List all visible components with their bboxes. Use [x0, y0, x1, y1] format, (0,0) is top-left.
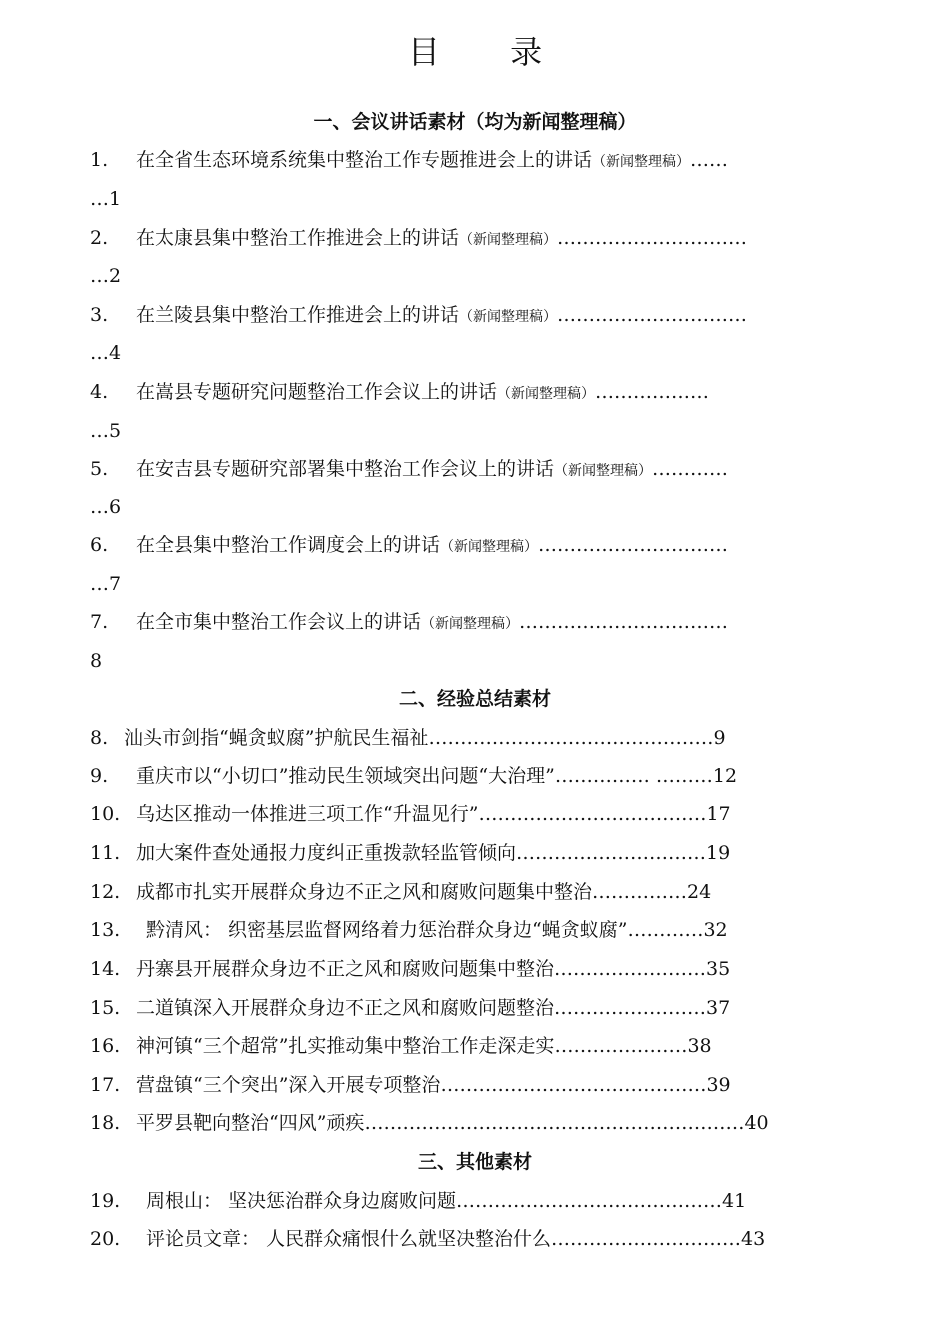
dot-leader: …… — [690, 149, 729, 171]
entry-number: 19. — [90, 1190, 121, 1212]
entry-title: 评论员文章： 人民群众痛恨什么就坚决整治什么 — [146, 1228, 552, 1250]
page-number: 37 — [706, 997, 731, 1019]
page-number: 39 — [706, 1074, 731, 1096]
entry-title: 在全县集中整治工作调度会上的讲话 — [136, 534, 441, 556]
entry-title: 在全省生态环境系统集中整治工作专题推进会上的讲话 — [136, 149, 593, 171]
page-number: 12 — [712, 765, 738, 787]
entry-title: 营盘镇“三个突出”深入开展专项整治 — [136, 1074, 441, 1096]
dot-leader: ………………………… — [557, 304, 748, 326]
entry-title: 汕头市剑指“蝇贪蚁腐”护航民生福祉 — [124, 727, 429, 749]
toc-entry-4-page: …5 — [90, 420, 122, 442]
page-number: 40 — [744, 1112, 769, 1134]
toc-entry-3[interactable] — [90, 302, 870, 330]
entry-number: 18. — [90, 1112, 121, 1134]
toc-entry-9[interactable] — [90, 763, 870, 789]
dot-leader: ………………………… — [516, 842, 707, 864]
dot-leader: …………………………… — [519, 611, 729, 633]
dot-leader: ……………………………………… — [428, 727, 714, 749]
entry-title: 平罗县靶向整治“四风”顽疾 — [136, 1112, 365, 1134]
entry-note: （新闻整理稿） — [592, 154, 691, 170]
entry-title: 丹寨县开展群众身边不正之风和腐败问题集中整治 — [136, 958, 555, 980]
entry-number: 14. — [90, 958, 121, 980]
dot-leader: ………………………… — [538, 534, 729, 556]
page-number: 32 — [703, 919, 728, 941]
entry-note: （新闻整理稿） — [459, 232, 558, 248]
section-heading-3: 三、其他素材 — [417, 1151, 532, 1173]
toc-entry-5[interactable] — [90, 456, 870, 484]
entry-note: （新闻整理稿） — [554, 463, 653, 479]
toc-entry-6[interactable] — [90, 532, 870, 560]
toc-entry-16[interactable] — [90, 1033, 870, 1059]
entry-number: 10. — [90, 803, 121, 825]
toc-entry-1[interactable] — [90, 147, 870, 175]
entry-number: 11. — [90, 842, 121, 864]
toc-entry-10[interactable] — [90, 801, 870, 827]
entry-title: 在全市集中整治工作会议上的讲话 — [136, 611, 422, 633]
section-heading-2: 二、经验总结素材 — [398, 688, 551, 710]
entry-note: （新闻整理稿） — [497, 386, 596, 402]
toc-entry-5-page: …6 — [90, 496, 122, 518]
toc-entry-4[interactable] — [90, 379, 870, 407]
entry-number: 1. — [90, 149, 109, 171]
entry-title: 成都市扎实开展群众身边不正之风和腐败问题集中整治 — [136, 881, 593, 903]
dot-leader: ………… — [627, 919, 704, 941]
dot-leader: …………………… — [554, 958, 707, 980]
page-number: 17 — [706, 803, 731, 825]
dot-leader: ………………………… — [557, 227, 748, 249]
entry-title: 黔清风： 织密基层监督网络着力惩治群众身边“蝇贪蚁腐” — [146, 919, 628, 941]
toc-entry-20[interactable] — [90, 1226, 870, 1252]
entry-title: 在太康县集中整治工作推进会上的讲话 — [136, 227, 460, 249]
entry-number: 6. — [90, 534, 109, 556]
dot-leader: …………………………………………………… — [364, 1112, 745, 1134]
entry-number: 7. — [90, 611, 109, 633]
toc-entry-8[interactable] — [90, 725, 870, 751]
dot-leader: …………………………………… — [456, 1190, 723, 1212]
entry-number: 20. — [90, 1228, 121, 1250]
entry-number: 9. — [90, 765, 109, 787]
section-heading-1: 一、会议讲话素材（均为新闻整理稿） — [313, 111, 637, 133]
page-number: 43 — [741, 1228, 766, 1250]
entry-title: 重庆市以“小切口”推动民生领域突出问题“大治理” — [136, 765, 555, 787]
entry-title: 在安吉县专题研究部署集中整治工作会议上的讲话 — [136, 458, 555, 480]
entry-note: （新闻整理稿） — [421, 616, 520, 632]
dot-leader: ………… — [652, 458, 729, 480]
entry-title: 神河镇“三个超常”扎实推动集中整治工作走深走实 — [136, 1035, 555, 1057]
page-number: 24 — [687, 881, 712, 903]
toc-entry-2-page: …2 — [90, 265, 122, 287]
toc-entry-11[interactable] — [90, 840, 870, 866]
dot-leader: …………………………………… — [440, 1074, 707, 1096]
entry-number: 4. — [90, 381, 109, 403]
entry-number: 12. — [90, 881, 121, 903]
dot-leader: …………… ……… — [554, 765, 713, 787]
dot-leader: ………………… — [554, 1035, 688, 1057]
toc-entry-7-page: 8 — [90, 650, 103, 672]
page-number: 41 — [722, 1190, 747, 1212]
entry-note: （新闻整理稿） — [440, 539, 539, 555]
toc-entry-7[interactable] — [90, 609, 870, 637]
dot-leader: ………………………… — [551, 1228, 742, 1250]
toc-entry-17[interactable] — [90, 1072, 870, 1098]
entry-number: 2. — [90, 227, 109, 249]
toc-entry-1-page: …1 — [90, 188, 122, 210]
entry-number: 16. — [90, 1035, 121, 1057]
entry-title: 加大案件查处通报力度纠正重拨款轻监管倾向 — [136, 842, 517, 864]
page-title: 目 录 — [407, 33, 573, 71]
toc-entry-18[interactable] — [90, 1110, 870, 1136]
entry-title: 在嵩县专题研究问题整治工作会议上的讲话 — [136, 381, 498, 403]
entry-title: 二道镇深入开展群众身边不正之风和腐败问题整治 — [136, 997, 555, 1019]
page-number: 38 — [687, 1035, 712, 1057]
toc-entry-12[interactable] — [90, 879, 870, 905]
dot-leader: …………… — [592, 881, 688, 903]
toc-entry-14[interactable] — [90, 956, 870, 982]
entry-title: 周根山： 坚决惩治群众身边腐败问题 — [146, 1190, 457, 1212]
entry-number: 17. — [90, 1074, 121, 1096]
toc-entry-3-page: …4 — [90, 342, 122, 364]
entry-note: （新闻整理稿） — [459, 309, 558, 325]
toc-entry-6-page: …7 — [90, 573, 122, 595]
dot-leader: …………………… — [554, 997, 707, 1019]
toc-entry-2[interactable] — [90, 225, 870, 253]
entry-number: 8. — [90, 727, 109, 749]
toc-entry-13[interactable] — [90, 917, 870, 943]
entry-number: 3. — [90, 304, 109, 326]
page-number: 19 — [706, 842, 731, 864]
entry-number: 5. — [90, 458, 109, 480]
entry-title: 在兰陵县集中整治工作推进会上的讲话 — [136, 304, 460, 326]
dot-leader: ……………… — [595, 381, 710, 403]
entry-number: 15. — [90, 997, 121, 1019]
entry-title: 乌达区推动一体推进三项工作“升温见行” — [136, 803, 479, 825]
toc-entry-19[interactable] — [90, 1188, 870, 1214]
dot-leader: ……………………………… — [478, 803, 707, 825]
toc-entry-15[interactable] — [90, 995, 870, 1021]
page-number: 9 — [713, 727, 726, 749]
entry-number: 13. — [90, 919, 121, 941]
page-number: 35 — [706, 958, 731, 980]
